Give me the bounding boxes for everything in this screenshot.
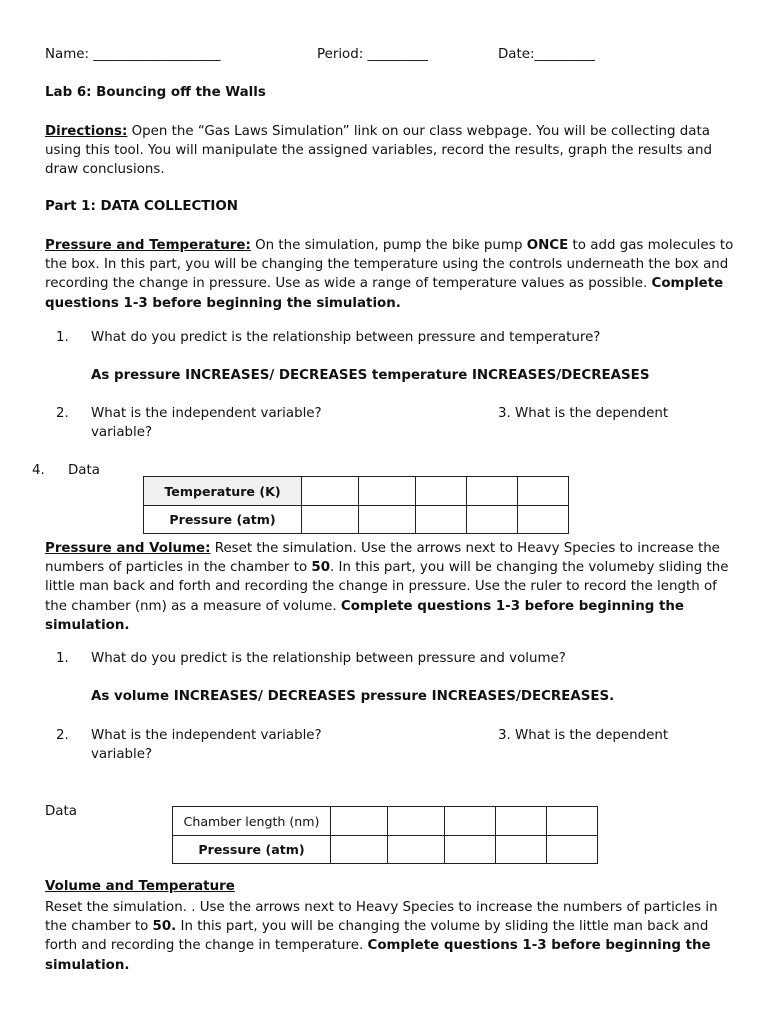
pv-text-3: . In this part, you will be changing the volumeby sliding the little man back and forth and recording the change in pressure. Use the ruler to record the length of the chamber (nm) as a measure of volume. bbox=[45, 560, 729, 614]
part1-heading: Part 1: DATA COLLECTION bbox=[45, 199, 239, 214]
pv-q1-text: What do you predict is the relationship between pressure and volume? bbox=[91, 651, 566, 666]
table-cell[interactable] bbox=[302, 477, 359, 506]
pressure-temperature-paragraph bbox=[45, 236, 735, 313]
period-field-label: Period: _________ bbox=[317, 47, 428, 62]
pressure-temperature-table bbox=[143, 476, 569, 534]
table-cell[interactable] bbox=[359, 477, 416, 506]
pv-q3-text-continued: variable? bbox=[91, 747, 153, 762]
table-cell[interactable] bbox=[388, 836, 445, 864]
pt-data-number: 4. bbox=[32, 463, 45, 478]
table-cell[interactable] bbox=[331, 836, 388, 864]
pt-q2-number: 2. bbox=[56, 406, 69, 421]
table-row bbox=[173, 836, 598, 864]
table-cell[interactable] bbox=[518, 506, 569, 534]
date-field-label: Date:_________ bbox=[498, 47, 595, 62]
table-cell[interactable] bbox=[416, 506, 467, 534]
vt-text-3: In this part, you will be changing the volume by sliding the little man back and forth and recording the change in temperature. bbox=[45, 919, 709, 954]
pt-q2-text: What is the independent variable? bbox=[91, 406, 322, 421]
table-cell[interactable] bbox=[416, 477, 467, 506]
pt-text-once: ONCE bbox=[526, 238, 569, 253]
pv-q3-text: 3. What is the dependent bbox=[498, 728, 669, 743]
directions-text: Open the “Gas Laws Simulation” link on our class webpage. You will be collecting data using this tool. You will manipulate the assigned variables, record the results, graph the results and draw conclusions. bbox=[45, 124, 713, 178]
table-cell[interactable] bbox=[467, 506, 518, 534]
pt-q3-text-continued: variable? bbox=[91, 425, 153, 440]
pt-q1-text: What do you predict is the relationship between pressure and temperature? bbox=[91, 330, 601, 345]
pt-text-1: On the simulation, pump the bike pump bbox=[250, 238, 527, 253]
table-cell[interactable] bbox=[547, 807, 598, 836]
vt-text-50: 50. bbox=[152, 919, 177, 935]
pt-text-3: to add gas molecules to the box. In this part, you will be changing the temperature using the controls underneath the box and recording the change in pressure. Use as wide a range of temperature values as possible. bbox=[45, 238, 734, 292]
pressure-volume-table bbox=[172, 806, 598, 864]
pv-text-instructions: Complete questions 1-3 before beginning the simulation. bbox=[45, 598, 685, 633]
lab-title: Lab 6: Bouncing off the Walls bbox=[45, 85, 266, 100]
directions-paragraph bbox=[45, 122, 735, 180]
pt-data-label: Data bbox=[68, 463, 100, 478]
table-cell[interactable] bbox=[331, 807, 388, 836]
pt-text-instructions: Complete questions 1-3 before beginning the simulation. bbox=[45, 276, 724, 311]
pv-text-50: 50 bbox=[311, 560, 331, 576]
pv-q2-text: What is the independent variable? bbox=[91, 728, 322, 743]
pv-data-label: Data bbox=[45, 804, 77, 819]
table-header-pressure: Pressure (atm) bbox=[173, 836, 331, 864]
table-cell[interactable] bbox=[388, 807, 445, 836]
table-cell[interactable] bbox=[518, 477, 569, 506]
pt-q1-answer-choices[interactable]: As pressure INCREASES/ DECREASES temperature INCREASES/DECREASES bbox=[91, 368, 650, 383]
table-cell[interactable] bbox=[359, 506, 416, 534]
pv-text-1: Reset the simulation. Use the arrows next to Heavy Species to increase the numbers of particles in the chamber to bbox=[45, 541, 720, 576]
pt-q3-text: 3. What is the dependent bbox=[498, 406, 669, 421]
table-header-chamber-length: Chamber length (nm) bbox=[173, 807, 331, 836]
directions-label: Directions: bbox=[45, 124, 128, 139]
table-header-temperature: Temperature (K) bbox=[144, 477, 302, 506]
table-cell[interactable] bbox=[445, 807, 496, 836]
pv-label: Pressure and Volume: bbox=[45, 541, 211, 556]
table-cell[interactable] bbox=[496, 807, 547, 836]
table-header-pressure: Pressure (atm) bbox=[144, 506, 302, 534]
table-cell[interactable] bbox=[445, 836, 496, 864]
pt-q1-number: 1. bbox=[56, 330, 69, 345]
pv-q2-number: 2. bbox=[56, 728, 69, 743]
pv-q1-number: 1. bbox=[56, 651, 69, 666]
pv-q1-answer-choices[interactable]: As volume INCREASES/ DECREASES pressure INCREASES/DECREASES. bbox=[91, 689, 615, 704]
table-row bbox=[144, 477, 569, 506]
pt-label: Pressure and Temperature: bbox=[45, 238, 251, 253]
table-cell[interactable] bbox=[547, 836, 598, 864]
vt-label: Volume and Temperature bbox=[45, 879, 235, 894]
vt-text-1: Reset the simulation. . Use the arrows next to Heavy Species to increase the numbers of particles in the chamber to bbox=[45, 900, 718, 935]
name-field-label: Name: ___________________ bbox=[45, 47, 221, 62]
table-cell[interactable] bbox=[467, 477, 518, 506]
pressure-volume-paragraph bbox=[45, 539, 735, 635]
table-row bbox=[144, 506, 569, 534]
vt-text-instructions: Complete questions 1-3 before beginning the simulation. bbox=[45, 938, 711, 973]
table-row bbox=[173, 807, 598, 836]
table-cell[interactable] bbox=[496, 836, 547, 864]
table-cell[interactable] bbox=[302, 506, 359, 534]
volume-temperature-paragraph bbox=[45, 898, 735, 975]
